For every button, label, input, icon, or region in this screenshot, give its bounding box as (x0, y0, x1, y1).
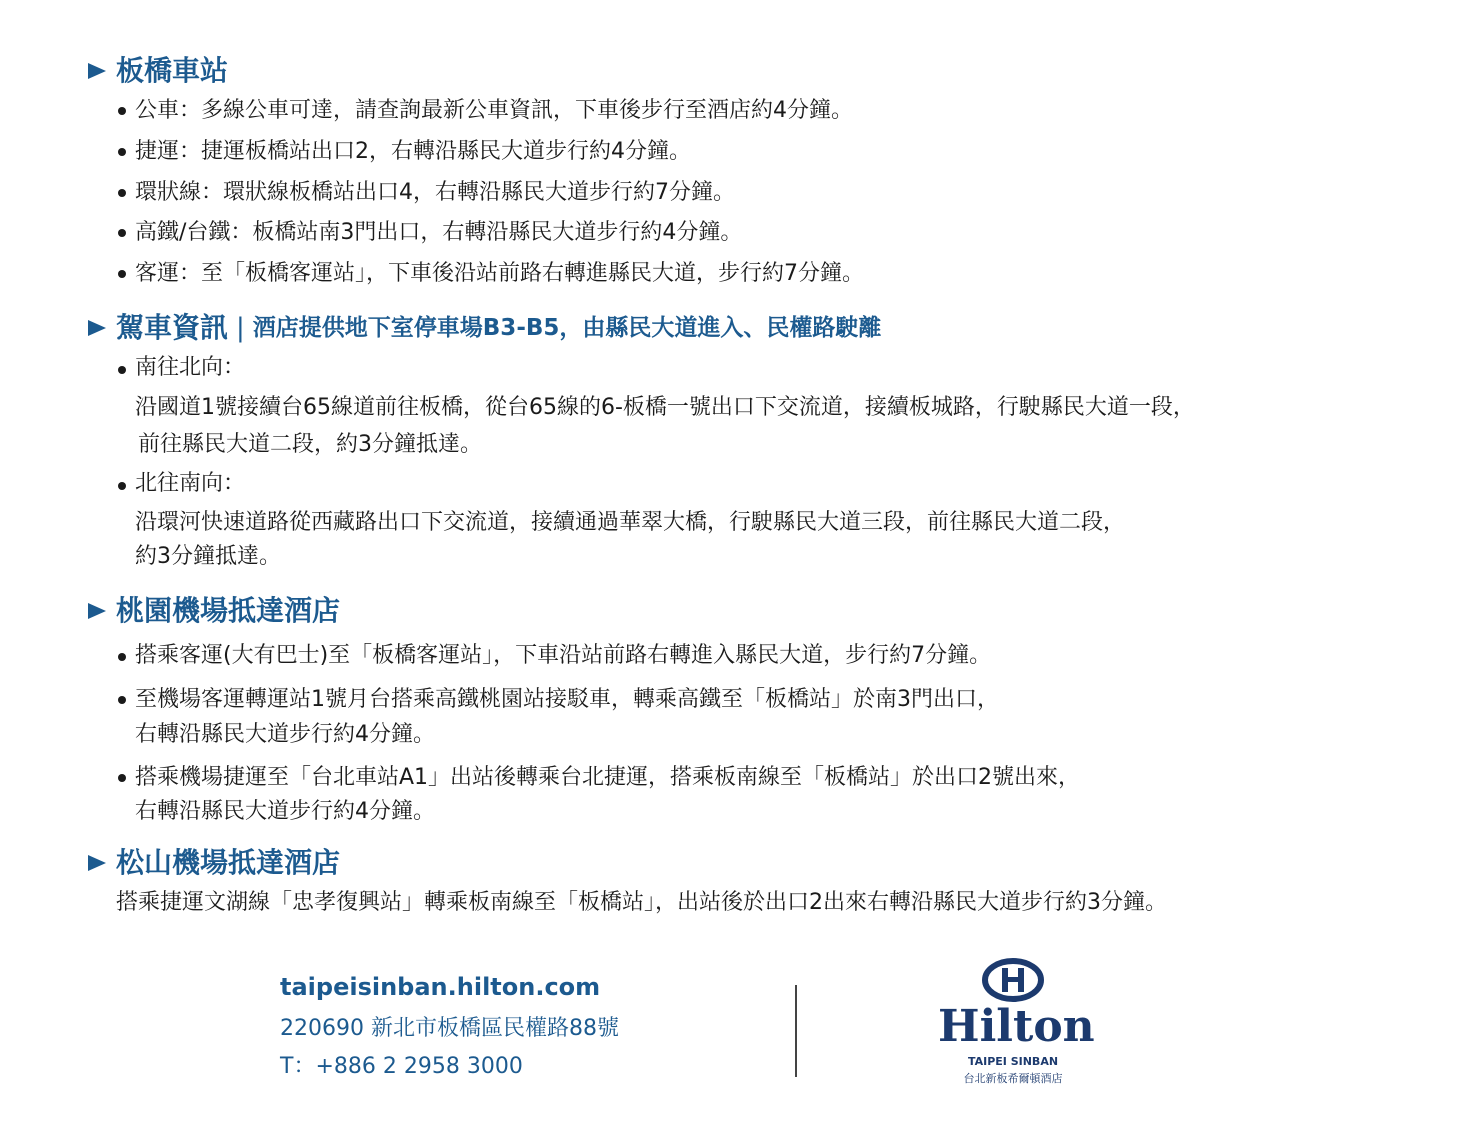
hotel-address: 220690 新北市板橋區民權路88號 (280, 1016, 619, 1041)
bullet-icon (118, 270, 126, 278)
bullet-icon (118, 653, 126, 661)
songshan-directions: 搭乘捷運文湖線「忠孝復興站」轉乘板南線至「板橋站」，出站後於出口2出來右轉沿縣民大道步行約3分鐘。 (116, 890, 1167, 915)
bullet-icon (118, 696, 126, 704)
website-link[interactable]: taipeisinban.hilton.com (280, 973, 601, 1001)
direction-label-south: 南往北向： (135, 355, 246, 380)
list-item: 環狀線：環狀線板橋站出口4，右轉沿縣民大道步行約7分鐘。 (135, 180, 735, 205)
bullet-icon (118, 366, 126, 374)
direction-label-north: 北往南向： (135, 471, 246, 496)
list-item: 客運：至「板橋客運站」，下車後沿站前路右轉進縣民大道，步行約7分鐘。 (135, 261, 864, 286)
list-item: 搭乘客運(大有巴士)至「板橋客運站」，下車沿站前路右轉進入縣民大道，步行約7分鐘。 (135, 643, 992, 668)
heading-subtitle: 酒店提供地下室停車場B3-B5，由縣民大道進入、民權路駛離 (252, 314, 882, 341)
bullet-icon (118, 189, 126, 197)
heading-text: 桃園機場抵達酒店 (116, 594, 341, 627)
bullet-icon (118, 148, 126, 156)
heading-driving-info (88, 311, 882, 344)
hilton-location-subtitle: TAIPEI SINBAN (967, 1055, 1059, 1068)
hilton-wordmark: Hilton (938, 1001, 1095, 1052)
direction-text: 沿國道1號接續台65線道前往板橋，從台65線的6-板橋一號出口下交流道，接續板城路，行駛縣民大道一段， (135, 395, 1195, 420)
direction-text: 約3分鐘抵達。 (135, 544, 281, 569)
hilton-logo-mark-icon (982, 958, 1044, 1002)
list-item: 公車：多線公車可達，請查詢最新公車資訊，下車後步行至酒店約4分鐘。 (135, 98, 853, 123)
footer-divider (795, 985, 797, 1077)
direction-text: 沿環河快速道路從西藏路出口下交流道，接續通過華翠大橋，行駛縣民大道三段，前往縣民大道二段， (135, 510, 1126, 535)
heading-taoyuan-airport (88, 594, 341, 627)
bullet-icon (118, 229, 126, 237)
heading-banqiao-station (88, 54, 229, 87)
list-item: 高鐵/台鐵：板橋站南3門出口，右轉沿縣民大道步行約4分鐘。 (135, 220, 743, 245)
triangle-arrow-icon (88, 855, 106, 871)
heading-separator: | (236, 313, 245, 343)
list-item: 至機場客運轉運站1號月台搭乘高鐵桃園站接駁車，轉乘高鐵至「板橋站」於南3門出口， (135, 687, 999, 712)
heading-text: 駕車資訊 (116, 311, 229, 344)
list-item-continued: 右轉沿縣民大道步行約4分鐘。 (135, 799, 435, 824)
list-item: 搭乘機場捷運至「台北車站A1」出站後轉乘台北捷運，搭乘板南線至「板橋站」於出口2號出來， (135, 765, 1081, 790)
heading-text: 板橋車站 (116, 54, 229, 87)
bullet-icon (118, 774, 126, 782)
triangle-arrow-icon (88, 63, 106, 79)
hotel-phone[interactable]: T：+886 2 2958 3000 (280, 1054, 523, 1079)
heading-text: 松山機場抵達酒店 (116, 846, 341, 879)
heading-songshan-airport (88, 846, 341, 879)
triangle-arrow-icon (88, 320, 106, 336)
list-item: 捷運：捷運板橋站出口2，右轉沿縣民大道步行約4分鐘。 (135, 139, 691, 164)
bullet-icon (118, 482, 126, 490)
hilton-chinese-name: 台北新板希爾頓酒店 (963, 1072, 1063, 1085)
list-item-continued: 右轉沿縣民大道步行約4分鐘。 (135, 722, 435, 747)
triangle-arrow-icon (88, 603, 106, 619)
bullet-icon (118, 107, 126, 115)
direction-text: 前往縣民大道二段，約3分鐘抵達。 (138, 432, 482, 457)
